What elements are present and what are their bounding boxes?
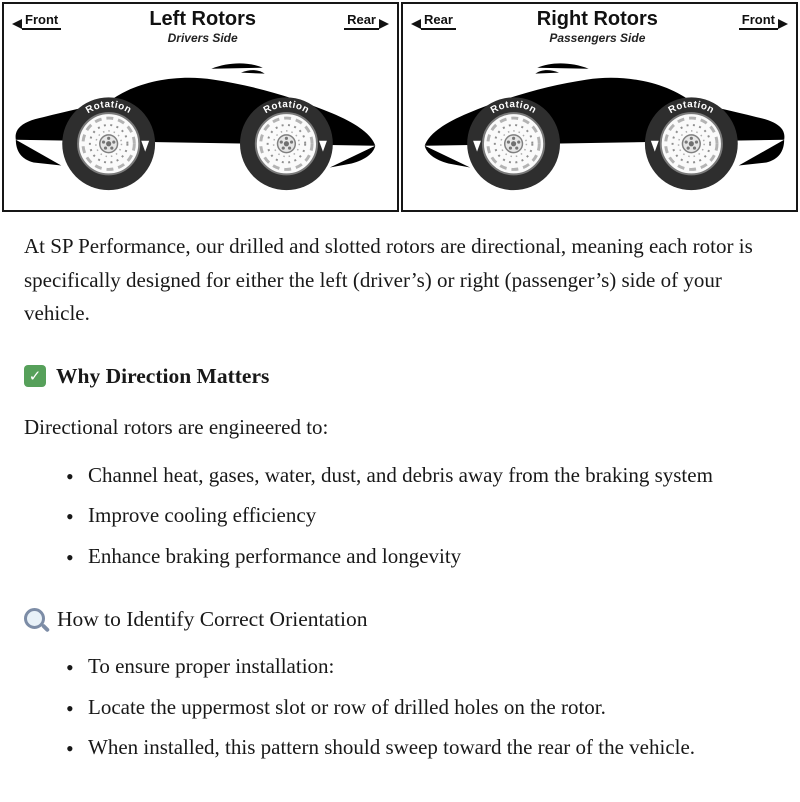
rear-direction (344, 12, 389, 30)
intro-paragraph: At SP Performance, our drilled and slotted rotors are directional, meaning each rotor is specifically designed for either the left (driver’s) or right (passenger’s) side of your vehicle. (24, 234, 753, 326)
right-rotors-panel (401, 2, 798, 212)
why-direction-heading (24, 359, 776, 393)
list-item: • To ensure proper installation: (66, 650, 776, 684)
left-panel-title (61, 9, 344, 45)
article-content (0, 230, 800, 802)
left-car-illustration (4, 45, 397, 203)
right-panel-title (456, 9, 739, 45)
identify-orientation-heading-text: How to Identify Correct Orientation (57, 606, 368, 631)
rotation-label: Rotation (84, 98, 134, 116)
arrow-left-icon (411, 19, 421, 29)
right-panel-header (403, 4, 796, 45)
arrow-left-icon (12, 19, 22, 29)
list-item: • Channel heat, gases, water, dust, and debris away from the braking system (66, 459, 776, 493)
rear-label: Rear (421, 12, 456, 30)
rotor-diagrams (0, 0, 800, 212)
list-item: • Locate the uppermost slot or row of drilled holes on the rotor. (66, 691, 776, 725)
identify-orientation-heading (24, 602, 776, 636)
list-item: • Enhance braking performance and longevity (66, 540, 776, 574)
why-direction-heading-text: Why Direction Matters (56, 363, 270, 388)
rotation-label: Rotation (261, 98, 312, 116)
panel-subtitle-text: Drivers Side (167, 31, 238, 45)
right-car-illustration (403, 45, 796, 203)
front-direction (739, 12, 788, 30)
panel-subtitle-text: Passengers Side (549, 31, 646, 45)
front-label: Front (739, 12, 778, 30)
why-lead-text: Directional rotors are engineered to: (24, 415, 329, 440)
front-direction (12, 12, 61, 30)
rotation-label: Rotation (488, 98, 539, 116)
arrow-right-icon (379, 19, 389, 29)
panel-title-text: Right Rotors (536, 8, 658, 30)
left-rotors-panel (2, 2, 399, 212)
magnifier-icon (24, 608, 45, 629)
rear-label: Rear (344, 12, 379, 30)
why-bullet-list (24, 459, 776, 574)
rotation-label: Rotation (666, 98, 717, 116)
panel-title-text: Left Rotors (149, 8, 256, 30)
arrow-right-icon (778, 19, 788, 29)
check-icon: ✓ (24, 365, 46, 387)
list-item: • When installed, this pattern should sweep toward the rear of the vehicle. (66, 731, 776, 765)
identify-bullet-list (24, 650, 776, 765)
list-item: • Improve cooling efficiency (66, 499, 776, 533)
left-panel-header (4, 4, 397, 45)
rear-direction (411, 12, 456, 30)
front-label: Front (22, 12, 61, 30)
